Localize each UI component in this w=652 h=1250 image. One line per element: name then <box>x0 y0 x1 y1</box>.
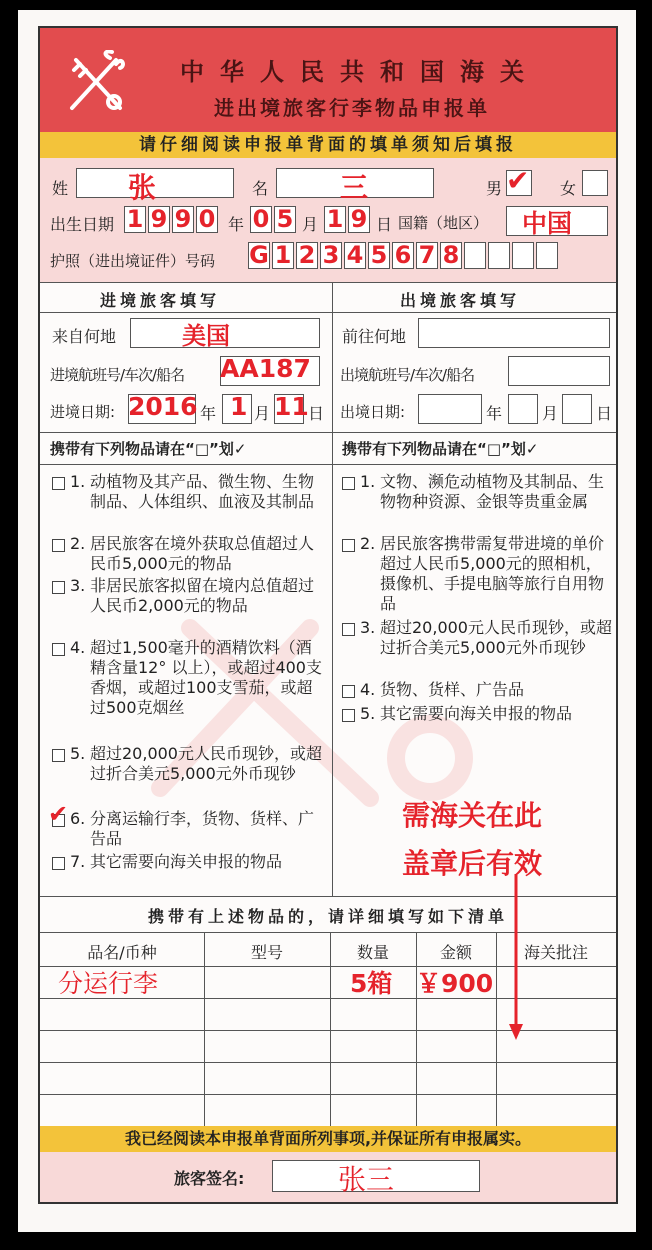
entry-goods-heading: 携带有下列物品请在“□”划✓ <box>50 440 247 458</box>
nationality-label: 国籍（地区） <box>398 214 489 232</box>
nationality-value: 中国 <box>522 209 573 238</box>
exit-month-label: 月 <box>542 404 559 423</box>
exit-goods-heading: 携带有下列物品请在“□”划✓ <box>342 440 539 458</box>
exit-item-checkbox[interactable] <box>342 623 355 636</box>
exit-item-text: 其它需要向海关申报的物品 <box>380 704 573 723</box>
exit-item-number: 3. <box>360 618 376 637</box>
entry-item-text: 超过1,500毫升的酒精饮料（酒精含量12° 以上），或超过400支香烟，或超过100支雪茄，或超过500克烟丝 <box>90 638 322 717</box>
destination-field[interactable] <box>418 318 610 348</box>
exit-heading: 出境旅客填写 <box>400 291 521 310</box>
signature-label: 旅客签名: <box>174 1169 245 1188</box>
birth-day-digit[interactable]: 9 <box>348 206 370 233</box>
signature-section <box>40 1152 616 1202</box>
exit-item-text: 货物、货样、广告品 <box>380 680 525 699</box>
column-header-quantity: 数量 <box>356 943 389 962</box>
exit-item-checkbox[interactable] <box>342 709 355 722</box>
day-label: 日 <box>376 215 393 234</box>
arrow-down-icon <box>506 874 526 1042</box>
entry-month-label: 月 <box>254 404 271 423</box>
exit-flight-field[interactable] <box>508 356 610 386</box>
form-header <box>40 28 616 132</box>
column-header-customs-note: 海关批注 <box>523 943 588 962</box>
entry-item-text: 其它需要向海关申报的物品 <box>90 852 283 871</box>
entry-item-checkbox[interactable] <box>52 857 65 870</box>
year-label: 年 <box>228 215 245 234</box>
table-row-line <box>40 1062 616 1063</box>
given-name-label: 名 <box>252 179 269 198</box>
form-title: 中华人民共和国海关 <box>180 58 540 86</box>
entry-item-checkbox[interactable] <box>52 581 65 594</box>
passport-digit[interactable]: 3 <box>320 242 342 269</box>
table-row-line <box>40 1030 616 1031</box>
passport-digit[interactable]: 7 <box>416 242 438 269</box>
entry-month-value: 1 <box>230 392 248 421</box>
birth-year-digit[interactable]: 9 <box>148 206 170 233</box>
table-row-line <box>40 1094 616 1095</box>
entry-item-number: 3. <box>70 576 86 595</box>
exit-item-text: 居民旅客携带需复带进境的单价超过人民币5,000元的照相机，摄像机、手提电脑等旅行自用物品 <box>380 534 605 613</box>
passport-label: 护照（进出境证件）号码 <box>50 252 216 270</box>
table-top-line <box>40 932 616 933</box>
column-header-name: 品名/币种 <box>87 943 157 962</box>
birth-year-digit[interactable]: 0 <box>196 206 218 233</box>
column-divider <box>332 282 333 896</box>
exit-day-label: 日 <box>596 404 613 423</box>
exit-item-number: 1. <box>360 472 376 491</box>
divider <box>40 896 616 897</box>
exit-item-checkbox[interactable] <box>342 539 355 552</box>
entry-item-number: 5. <box>70 744 86 763</box>
passport-digit[interactable]: 8 <box>440 242 462 269</box>
entry-item-number: 6. <box>70 809 86 828</box>
entry-day-value: 11 <box>274 392 309 421</box>
entry-item-text: 动植物及其产品、微生物、生物制品、人体组织、血液及其制品 <box>90 472 315 511</box>
stamp-note-line1: 需海关在此 <box>402 799 543 832</box>
declaration-form <box>38 26 618 1204</box>
female-label: 女 <box>560 179 577 198</box>
goods-name-value: 分运行李 <box>58 969 159 998</box>
passport-digit[interactable] <box>464 242 486 269</box>
birth-year-digit[interactable]: 1 <box>124 206 146 233</box>
surname-value: 张 <box>128 171 157 204</box>
exit-date-label: 出境日期: <box>340 403 406 421</box>
divider <box>40 432 616 433</box>
month-label: 月 <box>302 215 319 234</box>
female-checkbox[interactable] <box>582 170 608 196</box>
passport-digit[interactable]: 5 <box>368 242 390 269</box>
declaration-band: 我已经阅读本申报单背面所列事项,并保证所有申报属实。 <box>40 1126 616 1152</box>
passport-digit[interactable]: 6 <box>392 242 414 269</box>
exit-year-field[interactable] <box>418 394 482 424</box>
entry-year-label: 年 <box>200 404 217 423</box>
birth-day-digit[interactable]: 1 <box>324 206 346 233</box>
exit-item-text: 文物、濒危动植物及其制品、生物物种资源、金银等贵重金属 <box>380 472 605 511</box>
exit-item-text: 超过20,000元人民币现钞，或超过折合美元5,000元外币现钞 <box>380 618 612 657</box>
entry-heading: 进境旅客填写 <box>100 291 221 310</box>
entry-day-label: 日 <box>308 404 325 423</box>
passport-digit[interactable] <box>536 242 558 269</box>
origin-label: 来自何地 <box>52 327 117 346</box>
entry-item-number: 7. <box>70 852 86 871</box>
passport-digit[interactable]: G <box>249 241 269 269</box>
passport-digit[interactable]: 4 <box>344 242 366 269</box>
notice-band: 请仔细阅读申报单背面的填单须知后填报 <box>40 132 616 158</box>
entry-item-checkbox[interactable] <box>52 643 65 656</box>
divider <box>40 312 616 313</box>
birth-date-label: 出生日期 <box>50 215 115 234</box>
given-name-value: 三 <box>340 171 369 204</box>
entry-date-label: 进境日期: <box>50 403 116 421</box>
exit-month-field[interactable] <box>508 394 538 424</box>
divider <box>40 464 616 465</box>
passport-digit[interactable]: 2 <box>296 242 318 269</box>
male-label: 男 <box>486 179 503 198</box>
entry-item-number: 1. <box>70 472 86 491</box>
goods-list-heading: 携带有上述物品的，请详细填写如下清单 <box>147 907 508 926</box>
entry-flight-label: 进境航班号/车次/船名 <box>50 366 185 384</box>
entry-year-value: 2016 <box>128 392 198 421</box>
exit-item-number: 2. <box>360 534 376 553</box>
entry-item-check-mark: ✔ <box>48 800 69 828</box>
identity-section <box>40 158 616 282</box>
column-header-model: 型号 <box>250 943 283 962</box>
column-header-amount: 金额 <box>439 943 472 962</box>
exit-item-number: 4. <box>360 680 376 699</box>
goods-amount-value: ￥900 <box>416 969 494 998</box>
entry-item-text: 分离运输行李，货物、货样、广告品 <box>90 809 315 848</box>
exit-day-field[interactable] <box>562 394 592 424</box>
customs-emblem-icon <box>66 50 128 114</box>
birth-year-digit[interactable]: 9 <box>172 206 194 233</box>
exit-year-label: 年 <box>486 404 503 423</box>
signature-value: 张三 <box>338 1163 395 1196</box>
male-check-mark: ✔ <box>506 164 530 197</box>
exit-item-checkbox[interactable] <box>342 685 355 698</box>
exit-flight-label: 出境航班号/车次/船名 <box>340 366 475 384</box>
birth-month-digit[interactable]: 0 <box>250 206 272 233</box>
entry-item-checkbox[interactable] <box>52 749 65 762</box>
form-subtitle: 进出境旅客行李物品申报单 <box>214 96 490 120</box>
entry-flight-value: AA187 <box>220 354 311 383</box>
passport-digit[interactable] <box>512 242 534 269</box>
entry-item-text: 居民旅客在境外获取总值超过人民币5,000元的物品 <box>90 534 315 573</box>
entry-item-number: 2. <box>70 534 86 553</box>
destination-label: 前往何地 <box>342 327 407 346</box>
entry-item-number: 4. <box>70 638 86 657</box>
surname-label: 姓 <box>52 179 69 198</box>
birth-month-digit[interactable]: 5 <box>274 206 296 233</box>
divider <box>40 282 616 283</box>
exit-item-number: 5. <box>360 704 376 723</box>
entry-item-checkbox[interactable] <box>52 539 65 552</box>
exit-item-checkbox[interactable] <box>342 477 355 490</box>
passport-digit[interactable] <box>488 242 510 269</box>
entry-item-checkbox[interactable] <box>52 477 65 490</box>
stamp-note-line2: 盖章后有效 <box>402 847 543 880</box>
passport-digit[interactable]: 1 <box>272 242 294 269</box>
origin-value: 美国 <box>182 322 230 350</box>
entry-item-text: 非居民旅客拟留在境内总值超过人民币2,000元的物品 <box>90 576 315 615</box>
goods-quantity-value: 5箱 <box>350 969 393 998</box>
entry-item-text: 超过20,000元人民币现钞，或超过折合美元5,000元外币现钞 <box>90 744 322 783</box>
